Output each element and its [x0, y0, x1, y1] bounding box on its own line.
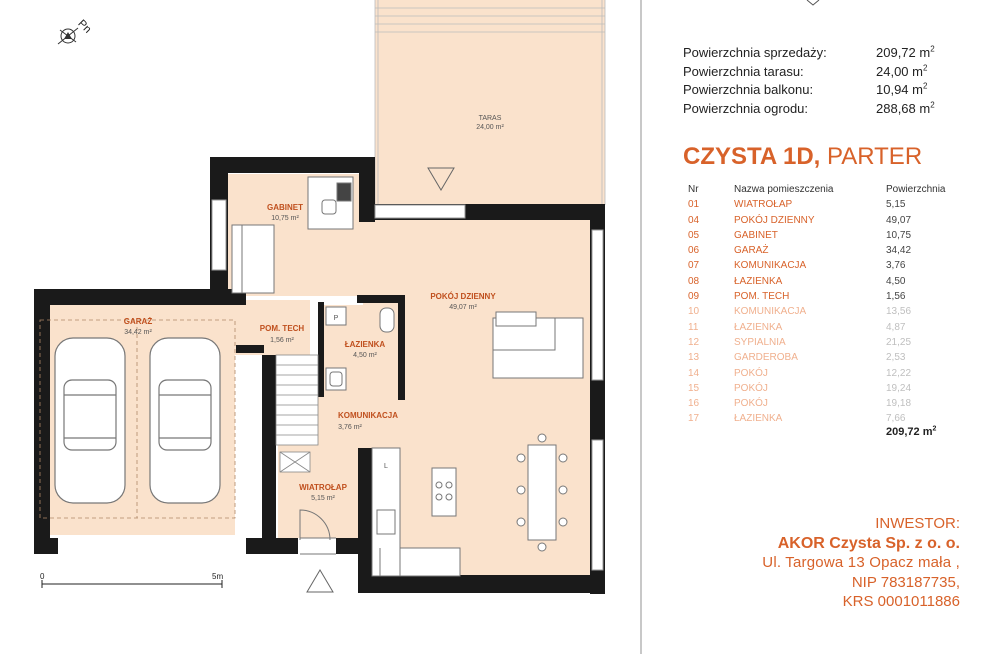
- row-area: 34,42: [886, 245, 912, 257]
- row-name: SYPIALNIA: [734, 336, 786, 348]
- row-nr: 12: [688, 336, 700, 348]
- total-area: 209,72 $m^2$: [886, 425, 937, 438]
- room-label-taras: TARAS: [478, 115, 502, 122]
- table-row: [683, 213, 966, 228]
- summary-value: 209,72 $m^2$: [876, 44, 935, 60]
- tech-symbol: P: [333, 315, 339, 322]
- row-name: POKÓJ: [734, 382, 768, 394]
- row-area: 5,15: [886, 199, 906, 211]
- panel-divider: [640, 0, 642, 654]
- room-label-komunikacja: KOMUNIKACJA: [338, 411, 398, 420]
- table-row: [683, 381, 966, 396]
- row-area: 4,50: [886, 275, 906, 287]
- row-nr: 11: [688, 321, 699, 333]
- row-area: 19,18: [886, 398, 912, 410]
- row-name: ŁAZIENKA: [734, 413, 783, 425]
- room-label-pokoj: POKÓJ DZIENNY: [430, 292, 496, 301]
- north-arrow-icon: [806, 0, 820, 6]
- row-area: 49,07: [886, 214, 912, 226]
- room-area-garaz: 34,42 m²: [124, 329, 152, 336]
- row-area: 4,87: [886, 321, 906, 333]
- table-header: [683, 182, 966, 197]
- row-name: POKÓJ: [734, 367, 768, 379]
- table-row: [683, 350, 966, 365]
- row-nr: 08: [688, 275, 700, 287]
- summary-row: [683, 81, 956, 100]
- row-name: ŁAZIENKA: [734, 321, 783, 333]
- row-area: 1,56: [886, 291, 906, 303]
- row-nr: 15: [688, 382, 700, 394]
- table-row: [683, 366, 966, 381]
- page-title: [683, 143, 922, 171]
- row-nr: 16: [688, 398, 700, 410]
- room-area-gabinet: 10,75 m²: [271, 215, 299, 222]
- row-nr: 06: [688, 245, 700, 257]
- header-nr: Nr: [688, 184, 699, 195]
- summary-label: Powierzchnia sprzedaży:: [683, 45, 827, 60]
- row-name: KOMUNIKACJA: [734, 260, 807, 272]
- row-nr: 05: [688, 229, 700, 241]
- title-bold: CZYSTA 1D,: [683, 143, 821, 170]
- row-name: GARAŻ: [734, 245, 769, 257]
- table-row: [683, 274, 966, 289]
- table-row: [683, 396, 966, 411]
- room-area-pomtech: 1,56 m²: [270, 337, 294, 344]
- area-summary: [683, 44, 956, 118]
- room-label-lazienka: ŁAZIENKA: [344, 340, 386, 349]
- title-rest: PARTER: [820, 143, 923, 170]
- scale-end: 5m: [212, 572, 224, 581]
- row-name: GARDEROBA: [734, 352, 798, 364]
- row-name: POKÓJ DZIENNY: [734, 214, 815, 226]
- compass-icon: [58, 28, 78, 44]
- row-area: 21,25: [886, 336, 912, 348]
- investor-block: [762, 514, 960, 612]
- table-row: [683, 411, 966, 426]
- header-name: Nazwa pomieszczenia: [734, 184, 834, 195]
- row-nr: 10: [688, 306, 700, 318]
- summary-row: [683, 100, 956, 119]
- row-area: 2,53: [886, 352, 906, 364]
- row-nr: 07: [688, 260, 700, 272]
- room-area-taras: 24,00 m²: [476, 124, 504, 131]
- summary-row: [683, 44, 956, 63]
- room-label-pomtech: POM. TECH: [259, 324, 305, 333]
- room-label-gabinet: GABINET: [267, 203, 303, 212]
- row-name: ŁAZIENKA: [734, 275, 783, 287]
- summary-value: 24,00 $m^2$: [876, 63, 928, 79]
- investor-company: AKOR Czysta Sp. z o. o.: [777, 534, 960, 552]
- room-area-pokoj: 49,07 m²: [449, 304, 477, 311]
- row-name: WIATROŁAP: [734, 199, 793, 211]
- row-area: 12,22: [886, 367, 912, 379]
- investor-heading: INWESTOR:: [875, 515, 960, 532]
- compass-label: Pn: [75, 17, 94, 36]
- room-area-komunikacja: 3,76 m²: [338, 424, 362, 431]
- row-area: 19,24: [886, 382, 912, 394]
- row-name: POM. TECH: [734, 291, 790, 303]
- summary-label: Powierzchnia balkonu:: [683, 82, 814, 97]
- room-label-garaz: GARAŻ: [123, 317, 153, 326]
- row-area: 7,66: [886, 413, 906, 425]
- rooms-table: [683, 182, 966, 427]
- room-area-wiatrolap: 5,15 m²: [311, 495, 335, 502]
- row-name: GABINET: [734, 229, 778, 241]
- row-area: 3,76: [886, 260, 906, 272]
- table-row: [683, 320, 966, 335]
- row-area: 13,56: [886, 306, 912, 318]
- row-nr: 13: [688, 352, 700, 364]
- header-area: Powierzchnia: [886, 184, 946, 195]
- table-row: [683, 304, 966, 319]
- table-row: [683, 228, 966, 243]
- row-nr: 01: [688, 199, 700, 211]
- table-row: [683, 258, 966, 273]
- entrance-arrow: [307, 570, 333, 592]
- investor-krs: KRS 0001011886: [842, 593, 960, 610]
- scale-bar: [40, 572, 223, 588]
- row-name: POKÓJ: [734, 398, 768, 410]
- row-nr: 04: [688, 214, 700, 226]
- row-nr: 17: [688, 413, 700, 425]
- investor-nip: NIP 783187735,: [851, 573, 960, 591]
- table-row: [683, 335, 966, 350]
- investor-address: Ul. Targowa 13 Opacz mała ,: [762, 554, 960, 571]
- table-row: [683, 197, 966, 212]
- table-row: [683, 289, 966, 304]
- summary-row: [683, 63, 956, 82]
- terrace: [375, 0, 605, 205]
- summary-value: 288,68 $m^2$: [876, 100, 935, 116]
- summary-label: Powierzchnia ogrodu:: [683, 100, 809, 116]
- room-area-lazienka: 4,50 m²: [353, 352, 377, 359]
- room-label-wiatrolap: WIATROŁAP: [299, 483, 347, 492]
- scale-start: 0: [40, 572, 45, 581]
- summary-label: Powierzchnia tarasu:: [683, 63, 804, 79]
- row-area: 10,75: [886, 229, 912, 241]
- row-nr: 14: [688, 367, 700, 379]
- row-nr: 09: [688, 291, 700, 303]
- summary-value: 10,94 $m^2$: [876, 81, 928, 97]
- table-row: [683, 243, 966, 258]
- kitchen-symbol: L: [384, 463, 388, 470]
- row-name: KOMUNIKACJA: [734, 306, 807, 318]
